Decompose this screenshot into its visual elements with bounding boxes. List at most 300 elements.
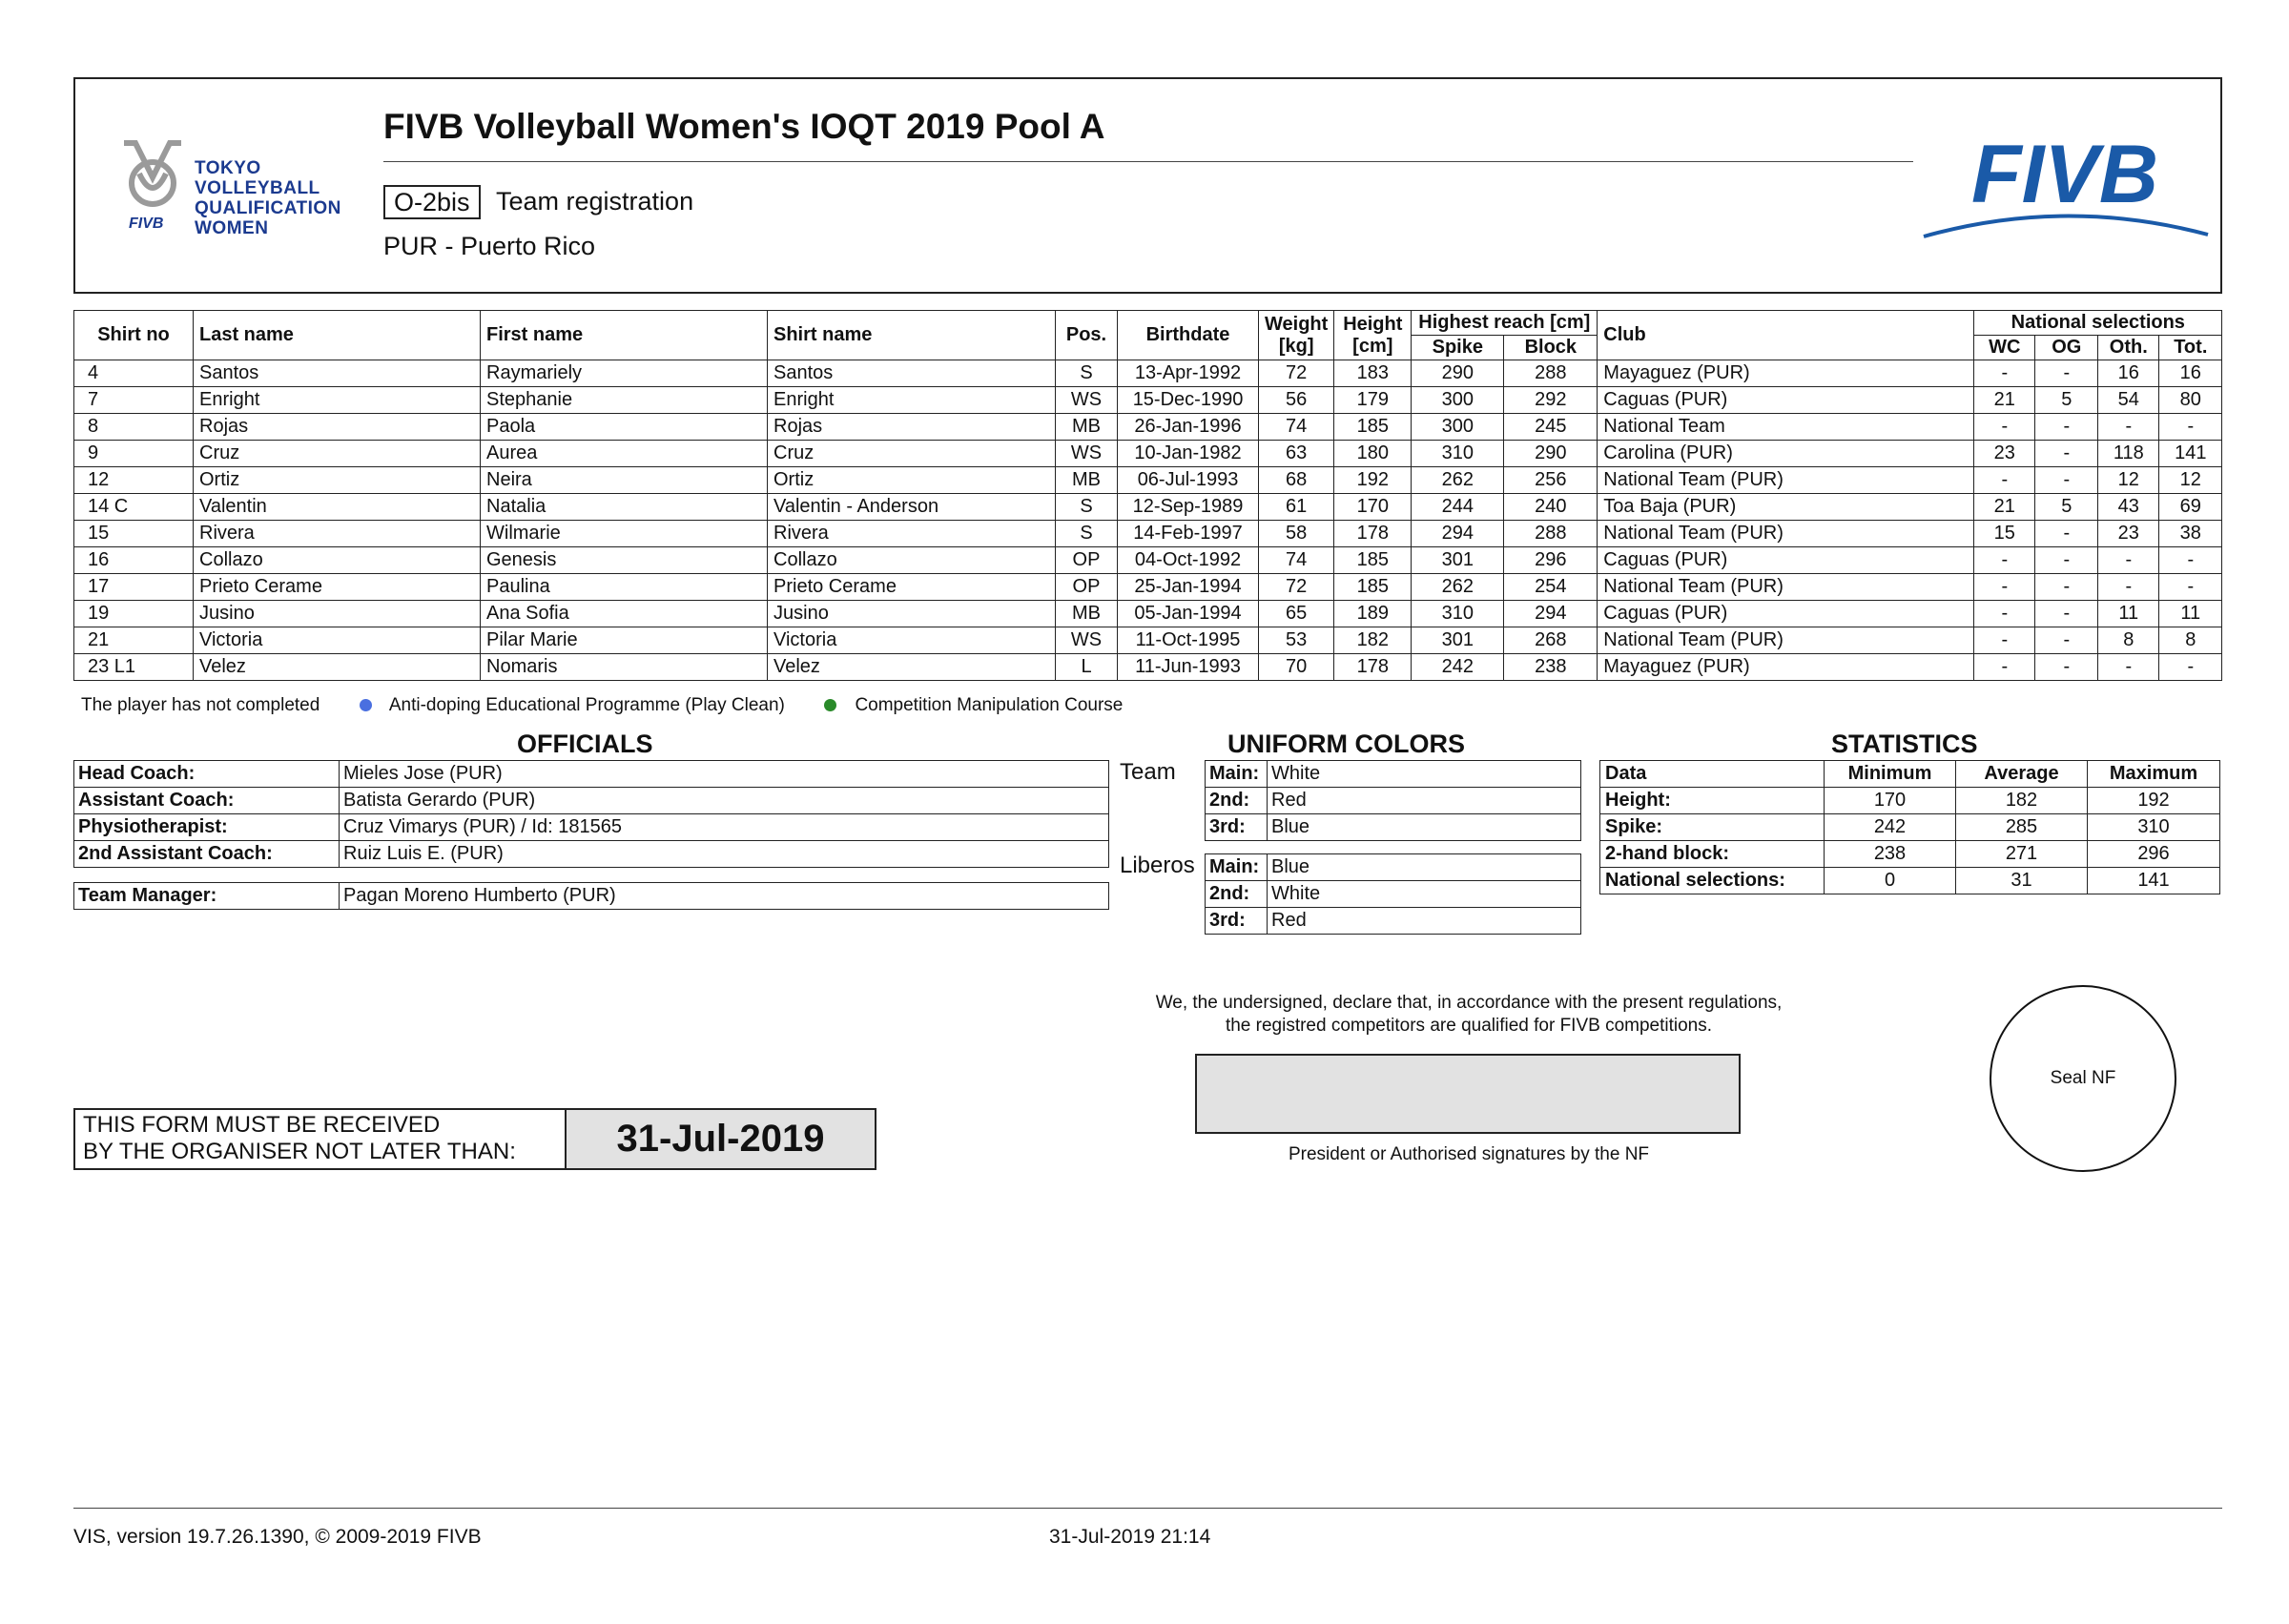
cell-oth: - xyxy=(2098,574,2159,601)
cell-shirt-no: 9 xyxy=(74,441,194,467)
cell-club: Mayaguez (PUR) xyxy=(1598,360,1974,387)
cell-last-name: Collazo xyxy=(194,547,481,574)
col-last-name: Last name xyxy=(194,311,481,360)
declaration-line: the registred competitors are qualified for FIVB competitions. xyxy=(1225,1016,1713,1036)
legend-dot-manipulation xyxy=(824,699,836,711)
cell-club: National Team (PUR) xyxy=(1598,521,1974,547)
cell-og: - xyxy=(2035,521,2098,547)
cell-pos: L xyxy=(1056,654,1118,681)
cell-last-name: Jusino xyxy=(194,601,481,627)
cell-birthdate: 04-Oct-1992 xyxy=(1118,547,1259,574)
cell-block: 288 xyxy=(1504,360,1598,387)
cell-first-name: Stephanie xyxy=(481,387,768,414)
col-first-name: First name xyxy=(481,311,768,360)
fivb-logo-text: FIVB xyxy=(1971,130,2158,220)
cell-oth: - xyxy=(2098,414,2159,441)
cell-block: 294 xyxy=(1504,601,1598,627)
cell-og: - xyxy=(2035,574,2098,601)
cell-shirt-no: 16 xyxy=(74,547,194,574)
stats-row xyxy=(1600,868,2220,894)
official-row xyxy=(74,761,1109,788)
cell-tot: 12 xyxy=(2159,467,2222,494)
uniform-key: 3rd: xyxy=(1206,814,1268,841)
cell-birthdate: 11-Oct-1995 xyxy=(1118,627,1259,654)
official-row xyxy=(74,841,1109,868)
col-club: Club xyxy=(1598,311,1974,360)
official-role: Physiotherapist: xyxy=(74,814,340,841)
cell-first-name: Paulina xyxy=(481,574,768,601)
stats-min: 170 xyxy=(1825,788,1956,814)
cell-wc: - xyxy=(1974,654,2035,681)
cell-first-name: Neira xyxy=(481,467,768,494)
logo-line: VOLLEYBALL xyxy=(195,178,320,198)
col-shirt-name: Shirt name xyxy=(768,311,1056,360)
cell-club: Mayaguez (PUR) xyxy=(1598,654,1974,681)
officials-table xyxy=(73,760,1109,868)
cell-og: - xyxy=(2035,654,2098,681)
official-row xyxy=(74,883,1109,910)
cell-wc: - xyxy=(1974,467,2035,494)
cell-pos: MB xyxy=(1056,467,1118,494)
cell-weight: 61 xyxy=(1259,494,1334,521)
cell-pos: OP xyxy=(1056,547,1118,574)
cell-wc: 15 xyxy=(1974,521,2035,547)
uniform-key: 2nd: xyxy=(1206,881,1268,908)
col-block: Block xyxy=(1504,336,1598,360)
cell-oth: - xyxy=(2098,654,2159,681)
cell-wc: - xyxy=(1974,574,2035,601)
cell-tot: - xyxy=(2159,654,2222,681)
cell-weight: 53 xyxy=(1259,627,1334,654)
cell-block: 288 xyxy=(1504,521,1598,547)
uniform-value: Blue xyxy=(1268,814,1581,841)
cell-club: Toa Baja (PUR) xyxy=(1598,494,1974,521)
cell-block: 290 xyxy=(1504,441,1598,467)
col-shirt-no: Shirt no xyxy=(74,311,194,360)
cell-height: 178 xyxy=(1334,521,1412,547)
cell-weight: 58 xyxy=(1259,521,1334,547)
cell-wc: - xyxy=(1974,360,2035,387)
stats-max: 296 xyxy=(2088,841,2220,868)
official-role: 2nd Assistant Coach: xyxy=(74,841,340,868)
cell-last-name: Valentin xyxy=(194,494,481,521)
stats-avg: 271 xyxy=(1956,841,2088,868)
cell-wc: - xyxy=(1974,547,2035,574)
stats-col-max: Maximum xyxy=(2088,761,2220,788)
cell-birthdate: 15-Dec-1990 xyxy=(1118,387,1259,414)
cell-first-name: Natalia xyxy=(481,494,768,521)
cell-wc: - xyxy=(1974,414,2035,441)
cell-oth: 16 xyxy=(2098,360,2159,387)
cell-spike: 244 xyxy=(1412,494,1504,521)
cell-club: National Team (PUR) xyxy=(1598,574,1974,601)
cell-shirt-name: Cruz xyxy=(768,441,1056,467)
cell-pos: MB xyxy=(1056,601,1118,627)
deadline-text xyxy=(75,1110,567,1168)
cell-og: 5 xyxy=(2035,494,2098,521)
cell-block: 292 xyxy=(1504,387,1598,414)
declaration-line: We, the undersigned, declare that, in accordance with the present regulations, xyxy=(1155,993,1783,1013)
deadline-line: BY THE ORGANISER NOT LATER THAN: xyxy=(83,1139,516,1164)
cell-og: - xyxy=(2035,441,2098,467)
player-row xyxy=(74,654,2222,681)
legend-manipulation: Competition Manipulation Course xyxy=(855,695,1124,715)
cell-shirt-no: 14 C xyxy=(74,494,194,521)
legend-dot-antidoping xyxy=(360,699,372,711)
cell-birthdate: 12-Sep-1989 xyxy=(1118,494,1259,521)
cell-spike: 262 xyxy=(1412,467,1504,494)
player-row xyxy=(74,521,2222,547)
legend xyxy=(81,695,1123,716)
official-name: Pagan Moreno Humberto (PUR) xyxy=(340,883,1109,910)
uniform-row xyxy=(1206,788,1581,814)
cell-last-name: Santos xyxy=(194,360,481,387)
cell-shirt-no: 17 xyxy=(74,574,194,601)
cell-pos: MB xyxy=(1056,414,1118,441)
uniform-key: 3rd: xyxy=(1206,908,1268,935)
cell-spike: 300 xyxy=(1412,387,1504,414)
cell-og: - xyxy=(2035,627,2098,654)
cell-pos: OP xyxy=(1056,574,1118,601)
cell-shirt-name: Enright xyxy=(768,387,1056,414)
player-row xyxy=(74,467,2222,494)
cell-birthdate: 13-Apr-1992 xyxy=(1118,360,1259,387)
cell-oth: 12 xyxy=(2098,467,2159,494)
cell-height: 182 xyxy=(1334,627,1412,654)
stats-min: 242 xyxy=(1825,814,1956,841)
cell-shirt-no: 19 xyxy=(74,601,194,627)
cell-spike: 301 xyxy=(1412,627,1504,654)
stats-col-avg: Average xyxy=(1956,761,2088,788)
document-title: FIVB Volleyball Women's IOQT 2019 Pool A xyxy=(383,107,1105,146)
cell-spike: 294 xyxy=(1412,521,1504,547)
cell-shirt-name: Ortiz xyxy=(768,467,1056,494)
cell-block: 254 xyxy=(1504,574,1598,601)
cell-height: 192 xyxy=(1334,467,1412,494)
cell-last-name: Velez xyxy=(194,654,481,681)
cell-height: 185 xyxy=(1334,547,1412,574)
official-role: Head Coach: xyxy=(74,761,340,788)
cell-first-name: Nomaris xyxy=(481,654,768,681)
uniform-liberos-label: Liberos xyxy=(1120,853,1195,878)
col-tot: Tot. xyxy=(2159,336,2222,360)
team-name: PUR - Puerto Rico xyxy=(383,232,596,260)
stats-avg: 31 xyxy=(1956,868,2088,894)
cell-oth: 23 xyxy=(2098,521,2159,547)
cell-last-name: Rojas xyxy=(194,414,481,441)
cell-birthdate: 14-Feb-1997 xyxy=(1118,521,1259,547)
cell-last-name: Cruz xyxy=(194,441,481,467)
fivb-logo xyxy=(1922,130,2210,242)
cell-oth: 43 xyxy=(2098,494,2159,521)
cell-spike: 310 xyxy=(1412,441,1504,467)
col-weight: Weight [kg] xyxy=(1259,311,1334,360)
cell-tot: 8 xyxy=(2159,627,2222,654)
player-row xyxy=(74,441,2222,467)
cell-shirt-name: Santos xyxy=(768,360,1056,387)
cell-birthdate: 10-Jan-1982 xyxy=(1118,441,1259,467)
stats-avg: 182 xyxy=(1956,788,2088,814)
cell-block: 296 xyxy=(1504,547,1598,574)
cell-pos: WS xyxy=(1056,627,1118,654)
cell-club: National Team (PUR) xyxy=(1598,627,1974,654)
cell-height: 180 xyxy=(1334,441,1412,467)
cell-height: 185 xyxy=(1334,574,1412,601)
cell-height: 185 xyxy=(1334,414,1412,441)
uniform-value: White xyxy=(1268,761,1581,788)
uniform-row xyxy=(1206,854,1581,881)
cell-last-name: Victoria xyxy=(194,627,481,654)
cell-club: National Team (PUR) xyxy=(1598,467,1974,494)
uniform-row xyxy=(1206,814,1581,841)
col-spike: Spike xyxy=(1412,336,1504,360)
cell-tot: 38 xyxy=(2159,521,2222,547)
cell-oth: 11 xyxy=(2098,601,2159,627)
footer-divider xyxy=(73,1508,2222,1509)
uniform-team-label: Team xyxy=(1120,759,1176,785)
cell-pos: WS xyxy=(1056,441,1118,467)
cell-wc: - xyxy=(1974,601,2035,627)
cell-shirt-no: 21 xyxy=(74,627,194,654)
stats-label: Spike: xyxy=(1600,814,1825,841)
cell-pos: S xyxy=(1056,521,1118,547)
cell-spike: 262 xyxy=(1412,574,1504,601)
cell-last-name: Prieto Cerame xyxy=(194,574,481,601)
player-row xyxy=(74,627,2222,654)
cell-spike: 290 xyxy=(1412,360,1504,387)
stats-min: 238 xyxy=(1825,841,1956,868)
deadline-date: 31-Jul-2019 xyxy=(567,1110,875,1168)
logo-text xyxy=(195,158,341,238)
cell-block: 245 xyxy=(1504,414,1598,441)
cell-birthdate: 05-Jan-1994 xyxy=(1118,601,1259,627)
cell-club: National Team xyxy=(1598,414,1974,441)
cell-last-name: Rivera xyxy=(194,521,481,547)
logo-small-fivb: FIVB xyxy=(129,216,164,232)
player-row xyxy=(74,494,2222,521)
cell-shirt-no: 4 xyxy=(74,360,194,387)
cell-tot: 11 xyxy=(2159,601,2222,627)
stats-label: National selections: xyxy=(1600,868,1825,894)
logo-line: WOMEN xyxy=(195,218,269,238)
official-name: Batista Gerardo (PUR) xyxy=(340,788,1109,814)
legend-antidoping: Anti-doping Educational Programme (Play Clean) xyxy=(388,695,785,715)
cell-oth: 8 xyxy=(2098,627,2159,654)
form-code-badge: O-2bis xyxy=(383,185,481,219)
cell-birthdate: 25-Jan-1994 xyxy=(1118,574,1259,601)
stats-col-min: Minimum xyxy=(1825,761,1956,788)
cell-weight: 70 xyxy=(1259,654,1334,681)
uniform-row xyxy=(1206,761,1581,788)
cell-tot: 69 xyxy=(2159,494,2222,521)
signature-box[interactable] xyxy=(1195,1054,1741,1134)
uniforms-title: UNIFORM COLORS xyxy=(1227,730,1465,758)
cell-tot: - xyxy=(2159,574,2222,601)
official-row xyxy=(74,814,1109,841)
team-manager-table xyxy=(73,882,1109,910)
col-birthdate: Birthdate xyxy=(1118,311,1259,360)
uniform-value: Red xyxy=(1268,908,1581,935)
cell-tot: - xyxy=(2159,414,2222,441)
player-row xyxy=(74,360,2222,387)
deadline-box xyxy=(73,1108,876,1170)
cell-pos: S xyxy=(1056,360,1118,387)
official-row xyxy=(74,788,1109,814)
cell-og: - xyxy=(2035,547,2098,574)
logo-line: QUALIFICATION xyxy=(195,198,341,218)
cell-shirt-name: Velez xyxy=(768,654,1056,681)
uniform-row xyxy=(1206,908,1581,935)
deadline-line: THIS FORM MUST BE RECEIVED xyxy=(83,1112,441,1138)
uniform-value: Red xyxy=(1268,788,1581,814)
cell-og: - xyxy=(2035,414,2098,441)
cell-club: Caguas (PUR) xyxy=(1598,387,1974,414)
cell-first-name: Raymariely xyxy=(481,360,768,387)
signature-caption: President or Authorised signatures by the NF xyxy=(1288,1144,1650,1164)
stats-avg: 285 xyxy=(1956,814,2088,841)
cell-oth: - xyxy=(2098,547,2159,574)
cell-og: - xyxy=(2035,360,2098,387)
cell-birthdate: 26-Jan-1996 xyxy=(1118,414,1259,441)
cell-club: Caguas (PUR) xyxy=(1598,601,1974,627)
cell-shirt-name: Valentin - Anderson xyxy=(768,494,1056,521)
cell-weight: 72 xyxy=(1259,360,1334,387)
stats-min: 0 xyxy=(1825,868,1956,894)
cell-birthdate: 06-Jul-1993 xyxy=(1118,467,1259,494)
cell-height: 178 xyxy=(1334,654,1412,681)
cell-wc: 21 xyxy=(1974,494,2035,521)
cell-og: - xyxy=(2035,467,2098,494)
officials-title: OFFICIALS xyxy=(517,730,653,758)
cell-shirt-name: Prieto Cerame xyxy=(768,574,1056,601)
cell-oth: 54 xyxy=(2098,387,2159,414)
player-row xyxy=(74,387,2222,414)
stats-max: 192 xyxy=(2088,788,2220,814)
statistics-table xyxy=(1599,760,2220,894)
cell-wc: 21 xyxy=(1974,387,2035,414)
cell-last-name: Enright xyxy=(194,387,481,414)
cell-weight: 63 xyxy=(1259,441,1334,467)
cell-weight: 74 xyxy=(1259,414,1334,441)
players-table xyxy=(73,310,2222,681)
stats-row xyxy=(1600,814,2220,841)
uniform-row xyxy=(1206,881,1581,908)
cell-block: 256 xyxy=(1504,467,1598,494)
cell-weight: 74 xyxy=(1259,547,1334,574)
cell-block: 240 xyxy=(1504,494,1598,521)
cell-shirt-no: 23 L1 xyxy=(74,654,194,681)
title-divider xyxy=(383,161,1913,162)
cell-spike: 300 xyxy=(1412,414,1504,441)
cell-shirt-no: 7 xyxy=(74,387,194,414)
footer-printed-date: 31-Jul-2019 21:14 xyxy=(1049,1526,1211,1548)
cell-first-name: Pilar Marie xyxy=(481,627,768,654)
player-row xyxy=(74,414,2222,441)
cell-shirt-name: Rojas xyxy=(768,414,1056,441)
cell-og: 5 xyxy=(2035,387,2098,414)
col-wc: WC xyxy=(1974,336,2035,360)
cell-weight: 68 xyxy=(1259,467,1334,494)
cell-shirt-name: Collazo xyxy=(768,547,1056,574)
uniform-value: Blue xyxy=(1268,854,1581,881)
uniform-key: Main: xyxy=(1206,854,1268,881)
cell-first-name: Aurea xyxy=(481,441,768,467)
uniform-liberos-table xyxy=(1205,853,1581,935)
cell-pos: WS xyxy=(1056,387,1118,414)
official-name: Cruz Vimarys (PUR) / Id: 181565 xyxy=(340,814,1109,841)
form-name: Team registration xyxy=(496,187,694,216)
official-name: Mieles Jose (PUR) xyxy=(340,761,1109,788)
footer-version: VIS, version 19.7.26.1390, © 2009-2019 FIVB xyxy=(73,1526,482,1548)
cell-shirt-no: 8 xyxy=(74,414,194,441)
legend-prefix: The player has not completed xyxy=(81,695,320,715)
cell-tot: 80 xyxy=(2159,387,2222,414)
cell-tot: 16 xyxy=(2159,360,2222,387)
cell-weight: 65 xyxy=(1259,601,1334,627)
stats-col-data: Data xyxy=(1600,761,1825,788)
cell-tot: 141 xyxy=(2159,441,2222,467)
cell-oth: 118 xyxy=(2098,441,2159,467)
cell-first-name: Genesis xyxy=(481,547,768,574)
official-role: Team Manager: xyxy=(74,883,340,910)
col-og: OG xyxy=(2035,336,2098,360)
cell-last-name: Ortiz xyxy=(194,467,481,494)
stats-label: 2-hand block: xyxy=(1600,841,1825,868)
player-row xyxy=(74,574,2222,601)
cell-height: 170 xyxy=(1334,494,1412,521)
cell-shirt-name: Victoria xyxy=(768,627,1056,654)
stats-label: Height: xyxy=(1600,788,1825,814)
stats-max: 141 xyxy=(2088,868,2220,894)
cell-height: 179 xyxy=(1334,387,1412,414)
player-row xyxy=(74,601,2222,627)
cell-shirt-no: 15 xyxy=(74,521,194,547)
declaration-text xyxy=(1106,992,1831,1038)
cell-spike: 242 xyxy=(1412,654,1504,681)
players-body xyxy=(74,360,2222,681)
cell-wc: 23 xyxy=(1974,441,2035,467)
cell-og: - xyxy=(2035,601,2098,627)
cell-spike: 310 xyxy=(1412,601,1504,627)
official-role: Assistant Coach: xyxy=(74,788,340,814)
uniform-key: Main: xyxy=(1206,761,1268,788)
uniform-key: 2nd: xyxy=(1206,788,1268,814)
cell-club: Caguas (PUR) xyxy=(1598,547,1974,574)
cell-shirt-name: Rivera xyxy=(768,521,1056,547)
seal-circle xyxy=(1990,985,2176,1172)
cell-weight: 56 xyxy=(1259,387,1334,414)
cell-weight: 72 xyxy=(1259,574,1334,601)
cell-spike: 301 xyxy=(1412,547,1504,574)
stats-row xyxy=(1600,841,2220,868)
cell-first-name: Ana Sofia xyxy=(481,601,768,627)
cell-first-name: Wilmarie xyxy=(481,521,768,547)
cell-shirt-name: Jusino xyxy=(768,601,1056,627)
cell-birthdate: 11-Jun-1993 xyxy=(1118,654,1259,681)
statistics-title: STATISTICS xyxy=(1831,730,1978,758)
cell-pos: S xyxy=(1056,494,1118,521)
player-row xyxy=(74,547,2222,574)
cell-tot: - xyxy=(2159,547,2222,574)
cell-block: 238 xyxy=(1504,654,1598,681)
seal-label: Seal NF xyxy=(2050,1068,2116,1088)
cell-height: 183 xyxy=(1334,360,1412,387)
col-pos: Pos. xyxy=(1056,311,1118,360)
cell-block: 268 xyxy=(1504,627,1598,654)
col-oth: Oth. xyxy=(2098,336,2159,360)
logo-line: TOKYO xyxy=(195,158,261,178)
cell-shirt-no: 12 xyxy=(74,467,194,494)
